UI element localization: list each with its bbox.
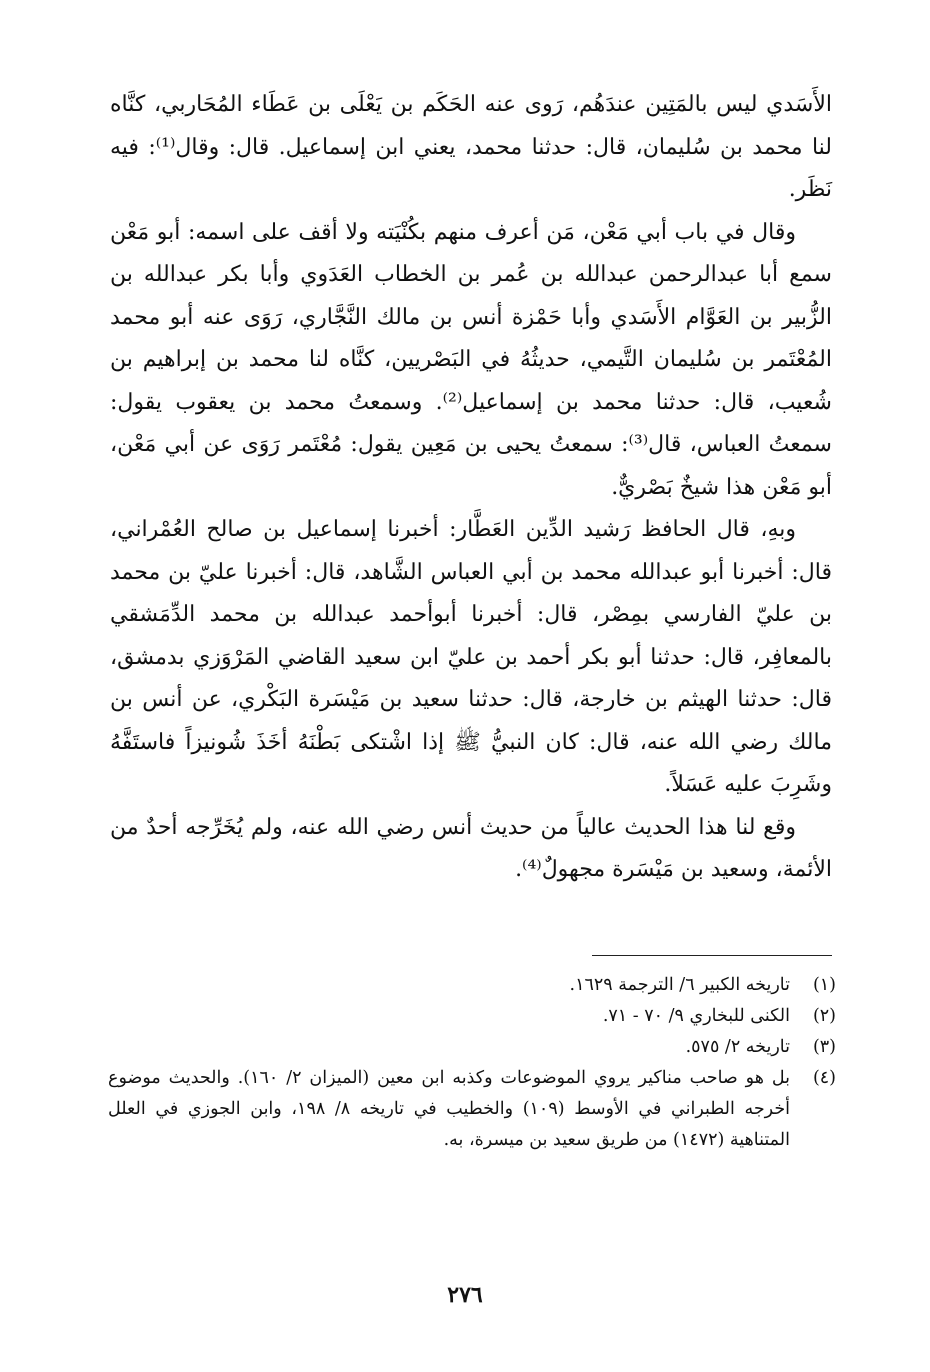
footnote-2: [108, 1001, 836, 1032]
footnote-text: الكنى للبخاري ٩/ ٧٠ - ٧١.: [602, 1006, 790, 1026]
footnote-text: تاريخه الكبير ٦/ الترجمة ١٦٢٩.: [569, 975, 790, 995]
footnote-number: (٢): [812, 1006, 836, 1026]
footnote-1: [108, 970, 836, 1001]
footnote-number: (٣): [812, 1037, 836, 1057]
footnote-number: (١): [812, 975, 836, 995]
page-number: ٢٧٦: [447, 1282, 483, 1308]
paragraph-1: الأَسَدي ليس بالمَتِين عندَهُم، رَوى عنه الحَكَم بن يَعْلَى بن عَطَاء المُحَاربي، كنَّاه لنا محمد بن سُليمان، قال: حدثنا محمد، يعني ابن إسماعيل. قال: وقال⁽¹⁾: فيه نَظَر.: [110, 92, 832, 202]
paragraph-2: وقال في باب أبي مَعْن، مَن أعرف منهم بكُنْيَته ولا أقف على اسمه: أبو مَعْن سمع أبا عبدالرحمن عبدالله بن عُمر بن الخطاب العَدَوي وأبا بكر عبدالله بن الزُّبير بن العَوَّام الأَسَدي وأبا حَمْزة أنس بن مالك النَّجَّاري، رَوَى عنه أبو محمد المُعْتَمر بن سُليمان التَّيمي، حديثُهُ في البَصْريين، كنَّاه لنا محمد بن إبراهيم بن شُعيب، قال: حدثنا محمد بن إسماعيل⁽²⁾. وسمعتُ محمد بن يعقوب يقول: سمعتُ العباس، قال⁽³⁾: سمعتُ يحيى بن مَعِين يقول: مُعْتَمر رَوَى عن أبي مَعْن، أبو مَعْن هذا شيخٌ بَصْريٌّ.: [110, 219, 832, 500]
footnote-text: بل هو صاحب مناكير يروي الموضوعات وكذبه ابن معين (الميزان ٢/ ١٦٠). والحديث موضوع أخرجه الطبراني في الأوسط (١٠٩) والخطيب في تاريخه ٨/ ١٩٨، وابن الجوزي في العلل المتناهية (١٤٧٢) من طريق سعيد بن ميسرة، به.: [108, 1068, 790, 1150]
footnote-4: [108, 1063, 836, 1156]
footnote-number: (٤): [812, 1068, 836, 1088]
footnotes-section: [108, 970, 836, 1156]
footnote-separator: [592, 955, 832, 956]
paragraph-4: وقع لنا هذا الحديث عالياً من حديث أنس رضي الله عنه، ولم يُخَرِّجه أحدٌ من الأئمة، وسعيد بن مَيْسَرة مجهولٌ⁽⁴⁾.: [110, 814, 832, 882]
paragraph-3: وبهِ، قال الحافظ رَشيد الدِّين العَطَّار: أخبرنا إسماعيل بن صالح العُمْراني، قال: أخبرنا أبو عبدالله محمد بن أبي العباس الشَّاهد، قال: أخبرنا عليّ بن محمد بن عليّ الفارسي بمِصْر، قال: أخبرنا أبوأحمد عبدالله بن محمد الدِّمَشقي بالمعافِر، قال: حدثنا أبو بكر أحمد بن عليّ ابن سعيد القاضي المَرْوَزي بدمشق، قال: حدثنا الهيثم بن خارجة، قال: حدثنا سعيد بن مَيْسَرة البَكْري، عن أنس بن مالك رضي الله عنه، قال: كان النبيُّ ﷺ إذا اشْتكى بَطْنَهُ أخَذَ شُونيزاً فاستَفَّهُ وشَرِبَ عليه عَسَلاً.: [110, 517, 832, 797]
footnote-3: [108, 1032, 836, 1063]
main-text-body: [110, 84, 832, 892]
footnote-text: تاريخه ٢/ ٥٧٥.: [685, 1037, 790, 1057]
